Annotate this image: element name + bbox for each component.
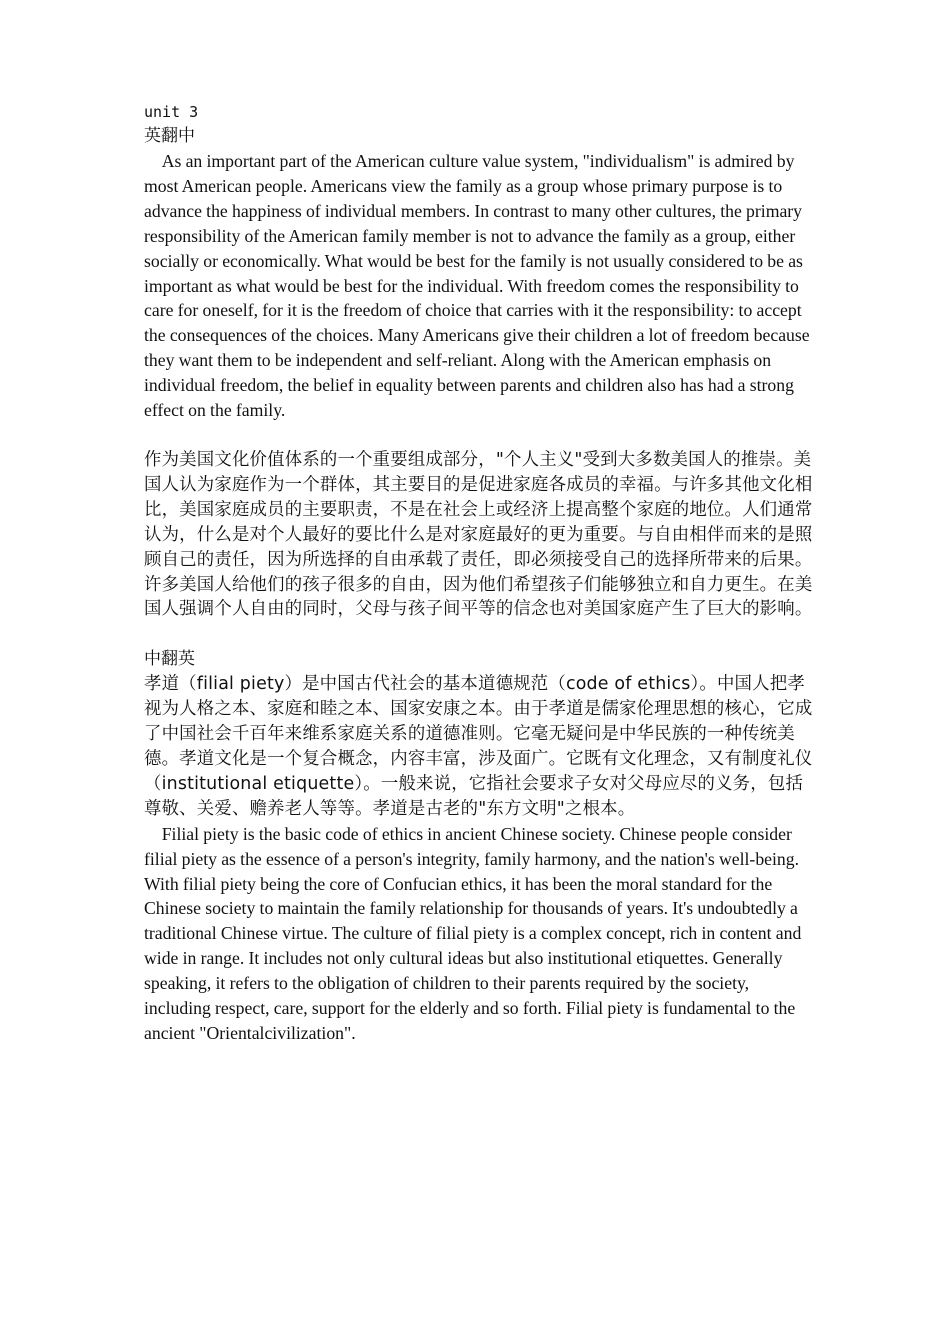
section-heading-en-to-zh: 英翻中	[144, 126, 195, 146]
unit-label: unit 3	[144, 103, 199, 121]
paragraph-spacer	[144, 423, 816, 448]
chinese-translation-paragraph: 作为美国文化价值体系的一个重要组成部分，"个人主义"受到大多数美国人的推崇。美国人认为家庭作为一个群体，其主要目的是促进家庭各成员的幸福。与许多其他文化相比，美国家庭成员的主要职责，不是在社会上或经济上提高整个家庭的地位。人们通常认为，什么是对个人最好的要比什么是对家庭最好的更为重要。与自由相伴而来的是照顾自己的责任，因为所选择的自由承载了责任，即必须接受自己的选择所带来的后果。许多美国人给他们的孩子很多的自由，因为他们希望孩子们能够独立和自力更生。在美国人强调个人自由的同时，父母与孩子间平等的信念也对美国家庭产生了巨大的影响。	[144, 449, 813, 620]
english-translation-paragraph: Filial piety is the basic code of ethics in ancient Chinese society. Chinese people consider filial piety as the essence of a person's integrity, family harmony, and the nation's well-being. With filial piety being the core of Confucian ethics, it has been the moral standard for the Chinese society to maintain the family relationship for thousands of years. It's undoubtedly a traditional Chinese virtue. The culture of filial piety is a complex concept, rich in content and wide in range. It includes not only cultural ideas but also institutional etiquettes. Generally speaking, it refers to the obligation of children to their parents required by the society, including respect, care, support for the elderly and so forth. Filial piety is fundamental to the ancient "Orientalcivilization".	[144, 823, 802, 1043]
document-body	[144, 100, 816, 1046]
paragraph-spacer	[144, 622, 816, 647]
section-heading-zh-to-en: 中翻英	[144, 649, 195, 670]
english-source-paragraph: As an important part of the American culture value system, "individualism" is admired by most American people. Americans view the family as a group whose primary purpose is to advance the happiness of individual members. In contrast to many other cultures, the primary responsibility of the American family member is not to advance the family as a group, either socially or economically. What would be best for the family is not usually considered to be as important as what would be best for the individual. With freedom comes the responsibility to care for oneself, for it is the freedom of choice that carries with it the responsibility: to accept the consequences of the choices. Many Americans give their children a lot of freedom because they want them to be independent and self-reliant. Along with the American emphasis on individual freedom, the belief in equality between parents and children also has had a strong effect on the family.	[144, 151, 810, 421]
chinese-source-paragraph: 孝道（filial piety）是中国古代社会的基本道德规范（code of ethics）。中国人把孝视为人格之本、家庭和睦之本、国家安康之本。由于孝道是儒家伦理思想的核心，它成了中国社会千百年来维系家庭关系的道德准则。它毫无疑问是中华民族的一种传统美德。孝道文化是一个复合概念，内容丰富，涉及面广。它既有文化理念，又有制度礼仪（institutional etiquette）。一般来说，它指社会要求子女对父母应尽的义务，包括尊敬、关爱、赡养老人等等。孝道是古老的"东方文明"之根本。	[144, 674, 813, 819]
